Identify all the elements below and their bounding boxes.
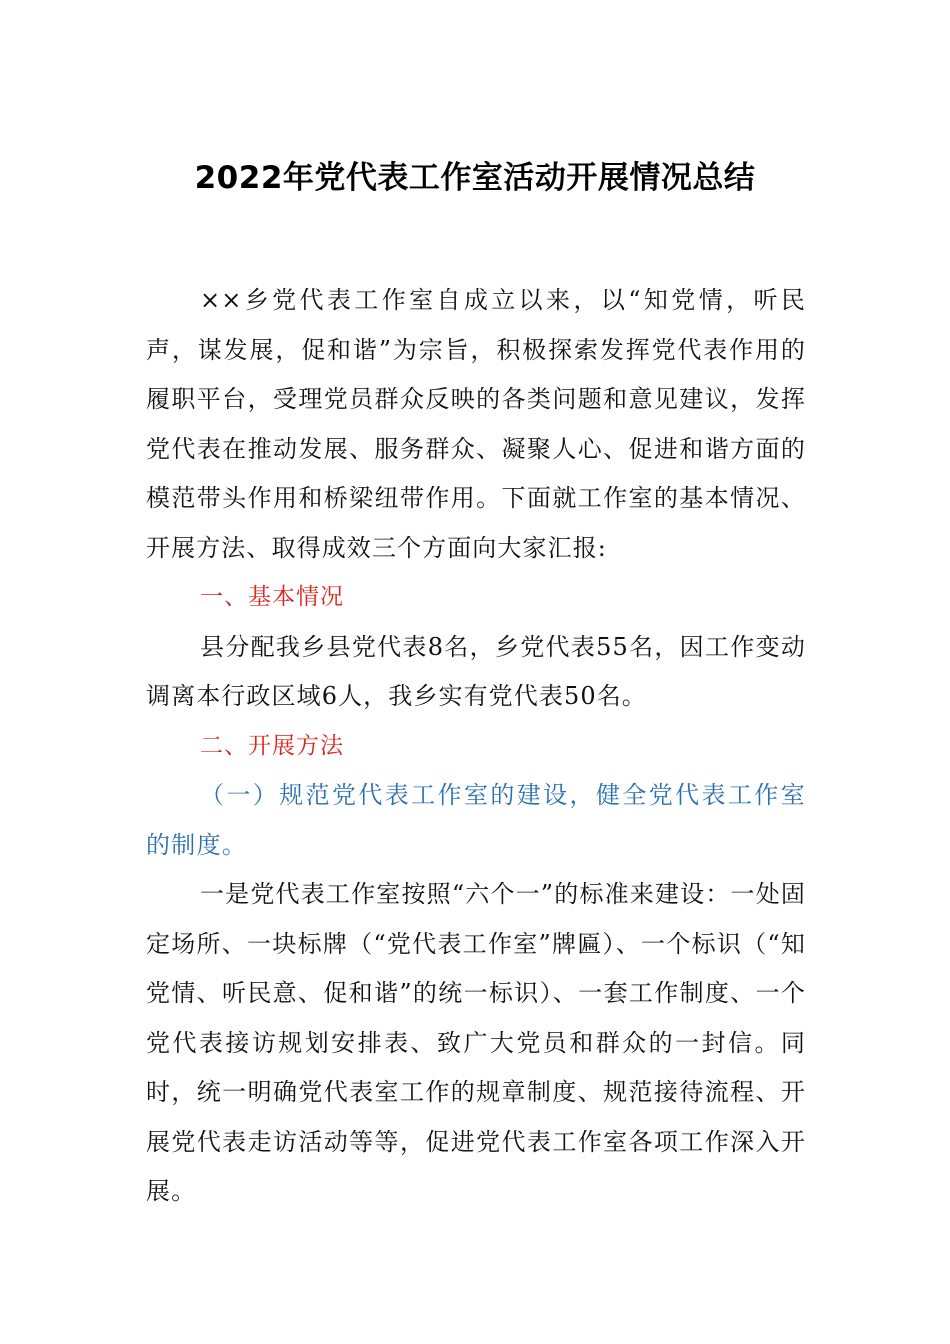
document-body — [146, 276, 806, 1217]
section-heading-methods: 二、开展方法 — [200, 732, 344, 759]
document-title: 2022年党代表工作室活动开展情况总结 — [194, 160, 756, 196]
section1-paragraph: 县分配我乡县党代表8名，乡党代表55名，因工作变动调离本行政区域6人，我乡实有党代表50名。 — [146, 632, 806, 710]
section-heading-basic-situation: 一、基本情况 — [200, 584, 344, 610]
subsection-heading-standardize: （一）规范党代表工作室的建设，健全党代表工作室的制度。 — [146, 781, 806, 859]
intro-paragraph: ××乡党代表工作室自成立以来，以“知党情，听民声，谋发展，促和谐”为宗旨，积极探索发挥党代表作用的履职平台，受理党员群众反映的各类问题和意见建议，发挥党代表在推动发展、服务群众、凝聚人心、促进和谐方面的模范带头作用和桥梁纽带作用。下面就工作室的基本情况、开展方法、取得成效三个方面向大家汇报: — [146, 286, 806, 562]
subsection1-paragraph: 一是党代表工作室按照“六个一”的标准来建设：一处固定场所、一块标牌（“党代表工作室”牌匾）、一个标识（“知党情、听民意、促和谐”的统一标识）、一套工作制度、一个党代表接访规划安排表、致广大党员和群众的一封信。同时，统一明确党代表室工作的规章制度、规范接待流程、开展党代表走访活动等等，促进党代表工作室各项工作深入开展。 — [146, 880, 806, 1205]
